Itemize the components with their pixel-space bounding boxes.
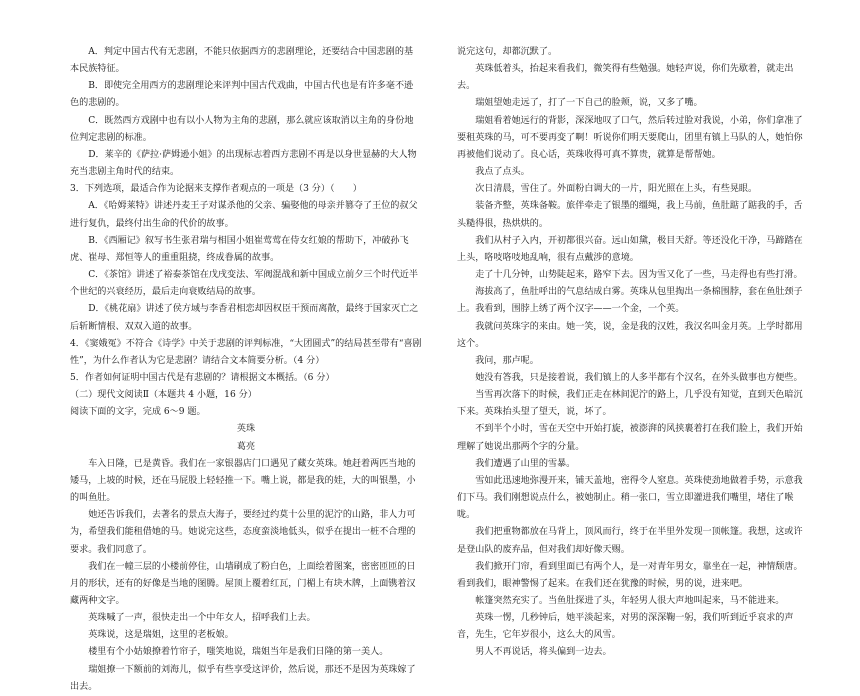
right-column <box>457 44 807 662</box>
right-column-paragraph: 英珠低着头，抬起来看我们，微笑得有些勉强。她轻声说，你们先歇着，就走出去。 <box>457 64 794 92</box>
left-column-paragraph: A．判定中国古代有无悲剧，不能只依据西方的悲剧理论，还要结合中国悲剧的基本民族特征。 <box>70 47 414 75</box>
left-column-paragraph: C．《茶馆》讲述了裕泰茶馆在戊戌变法、军阀混战和新中国成立前夕三个时代近半个世纪的兴衰经历，最后走向衰败结局的故事。 <box>70 270 418 298</box>
right-column-paragraph: 帐篷突然充实了。当鱼肚探进了头，年轻男人很大声地叫起来，马不能进来。 <box>475 596 785 606</box>
left-column-paragraph: D．莱辛的《萨拉·萨姆逊小姐》的出现标志着西方悲剧不再是以身世显赫的大人物充当悲剧主角时代的结束。 <box>70 149 417 178</box>
right-column-paragraph: 雪如此迅速地弥漫开来，铺天盖地，密得令人窒息。英珠使劲地做着手势，示意我们下马。我们刚想说点什么，被她制止。稍一张口，雪立即灌进我们嘴里，堵住了喉咙。 <box>457 475 803 521</box>
left-column-paragraph: B．《西厢记》叙写书生张君瑞与相国小姐崔莺莺在侍女红娘的帮助下，冲破孙飞虎、崔母、郑恒等人的重重阻挠，终成眷属的故事。 <box>70 235 409 263</box>
right-column-paragraph: 瑞姐看着她远行的背影，深深地叹了口气，然后转过脸对我说，小弟，你们拿准了要租英珠的马，可不要再变了啊！听说你们明天要爬山，团里有镇上马队的人，她怕你再被他们说动了。良心话，英珠收得可真不算贵，就算是帮帮她。 <box>457 115 803 160</box>
left-column-paragraph: 4．《窦娥冤》不符合《诗学》中关于悲剧的评判标准，“大团圆式”的结局甚至带有“喜剧性”，为什么作者认为它是悲剧？请结合文本简要分析。（4 分） <box>70 338 422 366</box>
left-column-paragraph: 葛亮 <box>236 441 256 452</box>
right-column-paragraph: 海拔高了，鱼肚呼出的气息结成白雾。英珠从包里掏出一条棉围脖，套在鱼肚颈子上。我看到，围脖上绣了两个汉字——一个金，一个英。 <box>457 287 803 315</box>
right-column-paragraph: 不到半个小时，雪在天空中开始打旋，被澎湃的风挟裹着打在我们脸上，我们开始理解了她说出那两个字的分量。 <box>457 424 803 452</box>
left-column <box>70 44 422 696</box>
right-column-paragraph: 我们遭遇了山里的雪暴。 <box>475 458 576 469</box>
right-column-paragraph: 我们掀开门帘，看到里面已有两个人，是一对青年男女，靠坐在一起，神情颓唐。看到我们，眼神警惕了起来。在我们还在犹豫的时候，男的说，进来吧。 <box>457 561 803 589</box>
right-column-paragraph: 男人不再说话，将头偏到一边去。 <box>475 647 612 658</box>
right-column-paragraph: 我们把重物都放在马背上，顶风而行，终于在半里外发现一顶帐篷。我想，这或许是登山队的废弃品，但对我们却好像天赐。 <box>457 527 803 555</box>
left-column-paragraph: 5．作者如何证明中国古代是有悲剧的？请根据文本概括。（6 分） <box>70 372 335 383</box>
left-column-paragraph: 英珠 <box>236 424 256 435</box>
right-column-paragraph: 我就问英珠字的来由。她一笑，说，金是我的汉姓，我汉名叫金月英。上学时都用这个。 <box>457 321 803 349</box>
left-column-paragraph: 英珠喊了一声，很快走出一个中年女人，招呼我们上去。 <box>88 613 316 624</box>
right-column-paragraph: 瑞姐望她走远了，打了一下自己的脸颊，说，又多了嘴。 <box>475 98 703 109</box>
right-column-paragraph: 说完这句，却都沉默了。 <box>457 47 558 57</box>
right-column-paragraph: 英珠一愣，几秒钟后，她平淡起来，对男的深深鞠一躬，我们听到近乎哀求的声音，先生，它年岁很小，这么大的风雪。 <box>457 613 794 641</box>
left-column-paragraph: A．《哈姆莱特》讲述丹麦王子对谋杀他的父亲、骗娶他的母亲并篡夺了王位的叔父进行复仇，最终付出生命的代价的故事。 <box>70 201 418 229</box>
right-column-paragraph: 走了十几分钟，山势陡起来，路窄下去。因为雪又化了一些，马走得也有些打滑。 <box>475 270 803 281</box>
left-column-paragraph: 3．下列选项，最适合作为论据来支撑作者观点的一项是（3 分）（ ） <box>70 184 362 195</box>
right-column-paragraph: 我点了点头。 <box>475 167 530 178</box>
right-column-paragraph: 装备齐整，英珠备鞍。旅伴牵走了银墨的缰绳，我上马前，鱼肚踮了踮我的手，舌头糙得很，热烘烘的。 <box>457 201 803 229</box>
left-column-paragraph: 瑞姐撩一下额前的刘海儿，似乎有些享受这评价，然后说，那还不是因为英珠嫁了出去。 <box>70 664 416 692</box>
left-column-paragraph: D．《桃花扇》讲述了侯方域与李香君相恋却因权臣干预而离散，最终于国家灭亡之后斩断情根、双双入道的故事。 <box>70 304 419 332</box>
left-column-paragraph: 我们在一幢三层的小楼前停住，山墙刷成了粉白色，上面绘着图案，密密匝匝的日月的形状，还有的好像是当地的图腾。屋顶上覆着红瓦，门楣上有块木牌，上面镌着汉藏两种文字。 <box>70 561 416 606</box>
left-column-paragraph: （二）现代文阅读Ⅱ（本题共 4 小题，16 分） <box>70 390 257 401</box>
right-column-paragraph: 她没有答我，只是接着说，我们镇上的人多半都有个汉名，在外头做事也方便些。 <box>475 372 803 383</box>
right-column-paragraph: 当雪再次落下的时候，我们正走在林间泥泞的路上，几乎没有知觉，直到天色暗沉下来。英珠抬头望了望天，说，坏了。 <box>457 390 803 418</box>
left-column-paragraph: 她还告诉我们，去著名的景点大海子，要经过约莫十公里的泥泞的山路，非人力可为，希望我们能租借她的马。她说完这些，态度蛮淡地低头，似乎在提出一桩不合理的要求。我们同意了。 <box>70 510 416 555</box>
left-column-paragraph: 阅读下面的文字，完成 6～9 题。 <box>70 407 206 418</box>
left-column-paragraph: 英珠说，这是瑞姐，这里的老板娘。 <box>88 630 234 641</box>
left-column-paragraph: 楼里有个小姑娘撩着竹帘子，嗤笑地说，瑞姐当年是我们日隆的第一美人。 <box>88 647 389 658</box>
right-column-paragraph: 我们从村子入内，开初都很兴奋。远山如黛，极目天舒。等还没化干净，马蹄踏在上头，咯吱咯吱地乱响，很有点戴涉的意境。 <box>457 235 803 263</box>
right-column-paragraph: 我问，那卢呢。 <box>475 355 539 366</box>
left-column-paragraph: 车入日隆，已是黄昏。我们在一家银器店门口遇见了藏女英珠。她赶着两匹当地的矮马，上坡的时候，还在马屁股上轻轻推一下。嘴上说，都是我的娃，大的叫银墨，小的叫鱼肚。 <box>70 458 416 504</box>
right-column-paragraph: 次日清晨，雪住了。外面粉白调大的一片，阳光照在上头，有些晃眼。 <box>475 184 758 195</box>
left-column-paragraph: B．即使完全用西方的悲剧理论来评判中国古代戏曲，中国古代也是有许多毫不逊色的悲剧的。 <box>70 81 414 109</box>
left-column-paragraph: C．既然西方戏剧中也有以小人物为主角的悲剧，那么就应该取消以主角的身份地位判定悲剧的标准。 <box>70 115 414 143</box>
